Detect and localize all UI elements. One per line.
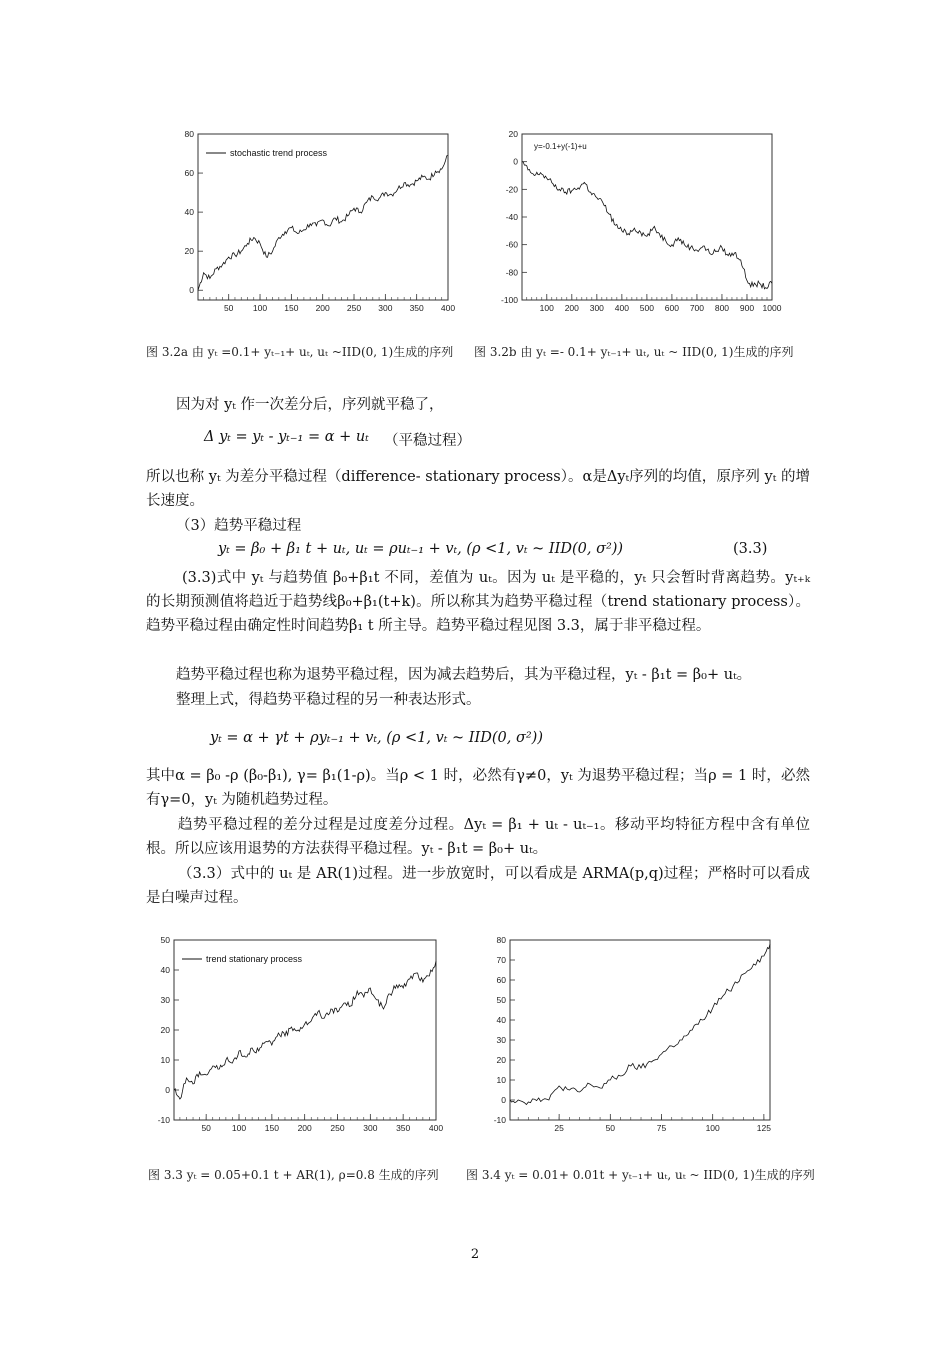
paragraph-2: 所以也称 yₜ 为差分平稳过程（difference- stationary process）。α是Δyₜ序列的均值，原序列 yₜ 的增长速度。 (146, 469, 810, 509)
plot-frame (174, 940, 436, 1120)
plot-frame (198, 134, 448, 300)
figure-3-2b-caption: 图 3.2b 由 yₜ =- 0.1+ yₜ₋₁+ uₜ, uₜ ~ IID(0, 1)生成的序列 (474, 345, 794, 359)
x-tick-label: 200 (315, 303, 330, 313)
x-tick-label: 100 (252, 303, 268, 313)
x-tick-label: 300 (363, 1123, 378, 1133)
y-tick-label: 0 (189, 285, 194, 296)
y-tick-label: 40 (160, 965, 170, 975)
x-tick-label: 100 (231, 1123, 247, 1133)
x-tick-label: 200 (297, 1123, 312, 1133)
x-tick-label: 50 (605, 1123, 616, 1133)
y-tick-label: 30 (496, 1035, 506, 1045)
x-tick-label: 250 (346, 303, 362, 313)
x-tick-label: 75 (656, 1123, 667, 1133)
figure-3-4-chart (478, 930, 778, 1145)
x-tick-label: 200 (564, 303, 579, 313)
y-tick-label: -10 (157, 1115, 170, 1125)
figure-3-2a-chart (150, 124, 460, 324)
y-tick-label: 20 (184, 246, 194, 257)
series-line (198, 156, 448, 291)
x-tick-label: 500 (639, 303, 654, 313)
paragraph-6: 其中α = β₀ -ρ (β₀-β₁), γ= β₁(1-ρ)。当ρ < 1 时，必然有γ≠0，yₜ 为退势平稳过程；当ρ = 1 时，必然有γ=0，yₜ 为随机趋势过程。 (146, 768, 810, 808)
figure-3-4-caption: 图 3.4 yₜ = 0.01+ 0.01t + yₜ₋₁+ uₜ, uₜ ~ IID(0, 1)生成的序列 (466, 1168, 815, 1182)
figure-3-2b-chart (490, 124, 790, 324)
y-tick-label: 60 (496, 975, 506, 985)
y-tick-label: 80 (496, 935, 506, 945)
figure-3-3-caption: 图 3.3 yₜ = 0.05+0.1 t + AR(1), ρ=0.8 生成的序列 (148, 1168, 439, 1182)
page-number: 2 (470, 1247, 480, 1262)
y-tick-label: -80 (505, 267, 518, 278)
y-tick-label: 0 (501, 1095, 506, 1105)
y-tick-label: -20 (505, 184, 518, 195)
y-tick-label: 40 (496, 1015, 506, 1025)
figure-3-2a-caption: 图 3.2a 由 yₜ =0.1+ yₜ₋₁+ uₜ, uₜ ~IID(0, 1)生成的序列 (146, 345, 454, 359)
legend-label: trend stationary process (206, 954, 303, 964)
paragraph-4: (3.3)式中 yₜ 与趋势值 β₀+β₁t 不同，差值为 uₜ。因为 uₜ 是平稳的，yₜ 只会暂时背离趋势。yₜ₊ₖ 的长期预测值将趋近于趋势线β₀+β₁(t+k)。所以称其为趋势平稳过程（trend stationary process）。趋势平稳过程由确定性时间趋势β₁ t 所主导。趋势平稳过程见图 3.3，属于非平稳过程。 (146, 570, 810, 634)
y-tick-label: 60 (184, 168, 194, 179)
x-tick-label: 300 (378, 303, 393, 313)
equation-difference: Δ yₜ = yₜ - yₜ₋₁ = α + uₜ (204, 429, 369, 445)
y-tick-label: 50 (160, 935, 170, 945)
plot-frame (522, 134, 772, 300)
equation-difference-note: （平稳过程） (384, 433, 471, 449)
x-tick-label: 100 (705, 1123, 720, 1133)
x-tick-label: 1000 (762, 303, 782, 313)
section-heading-3: （3）趋势平稳过程 (176, 518, 302, 534)
x-tick-label: 800 (714, 303, 730, 313)
y-tick-label: 0 (165, 1085, 170, 1095)
paragraph-7: 趋势平稳过程的差分过程是过度差分过程。Δyₜ = β₁ + uₜ - uₜ₋₁。移动平均特征方程中含有单位根。所以应该用退势的方法获得平稳过程。yₜ - β₁t = β₀+ uₜ。 (146, 817, 810, 857)
y-tick-label: 30 (160, 995, 170, 1005)
y-tick-label: 40 (184, 207, 194, 218)
x-tick-label: 250 (330, 1123, 345, 1133)
paragraph-5b: 整理上式，得趋势平稳过程的另一种表达形式。 (176, 692, 481, 708)
y-tick-label: 10 (496, 1075, 506, 1085)
y-tick-label: -40 (505, 212, 518, 222)
x-tick-label: 150 (264, 1123, 279, 1133)
paragraph-8: （3.3）式中的 uₜ 是 AR(1)过程。进一步放宽时，可以看成是 ARMA(p,q)过程；严格时可以看成是白噪声过程。 (146, 866, 810, 906)
x-tick-label: 400 (440, 303, 456, 313)
x-tick-label: 600 (664, 303, 679, 313)
y-tick-label: 20 (508, 129, 518, 139)
y-tick-label: 20 (496, 1055, 506, 1065)
x-tick-label: 125 (756, 1123, 771, 1133)
plot-frame (510, 940, 770, 1120)
x-tick-label: 350 (409, 303, 424, 313)
x-tick-label: 50 (223, 303, 234, 313)
y-tick-label: 70 (496, 955, 506, 965)
legend-label: y=-0.1+y(-1)+u (534, 142, 587, 151)
x-tick-label: 400 (428, 1123, 444, 1133)
y-tick-label: 10 (160, 1055, 170, 1065)
y-tick-label: 0 (513, 156, 518, 167)
x-tick-label: 400 (614, 303, 629, 313)
y-tick-label: 80 (184, 129, 194, 139)
series-line (522, 162, 772, 289)
equation-3-3: yₜ = β₀ + β₁ t + uₜ, uₜ = ρuₜ₋₁ + vₜ, (ρ <1, vₜ ~ IID(0, σ²)) (218, 541, 624, 557)
y-tick-label: -10 (493, 1115, 506, 1125)
y-tick-label: 50 (496, 995, 506, 1005)
series-line (174, 961, 436, 1099)
x-tick-label: 300 (589, 303, 604, 313)
figure-3-3-chart (140, 930, 450, 1145)
legend-label: stochastic trend process (230, 148, 328, 158)
x-tick-label: 150 (284, 303, 299, 313)
y-tick-label: 20 (160, 1025, 170, 1035)
x-tick-label: 25 (554, 1123, 564, 1133)
paragraph-5a: 趋势平稳过程也称为退势平稳过程，因为减去趋势后，其为平稳过程，yₜ - β₁t = β₀+ uₜ。 (176, 667, 752, 683)
equation-3-3-number: (3.3) (733, 541, 768, 557)
paragraph-1: 因为对 yₜ 作一次差分后，序列就平稳了， (176, 397, 444, 413)
y-tick-label: -100 (500, 295, 518, 305)
series-line (510, 944, 770, 1105)
x-tick-label: 50 (201, 1123, 211, 1133)
x-tick-label: 900 (739, 303, 755, 313)
x-tick-label: 700 (689, 303, 705, 313)
y-tick-label: -60 (505, 239, 518, 250)
equation-alternate: yₜ = α + γt + ρyₜ₋₁ + vₜ, (ρ <1, vₜ ~ IID(0, σ²)) (210, 730, 543, 746)
x-tick-label: 100 (539, 303, 554, 313)
x-tick-label: 350 (396, 1123, 411, 1133)
